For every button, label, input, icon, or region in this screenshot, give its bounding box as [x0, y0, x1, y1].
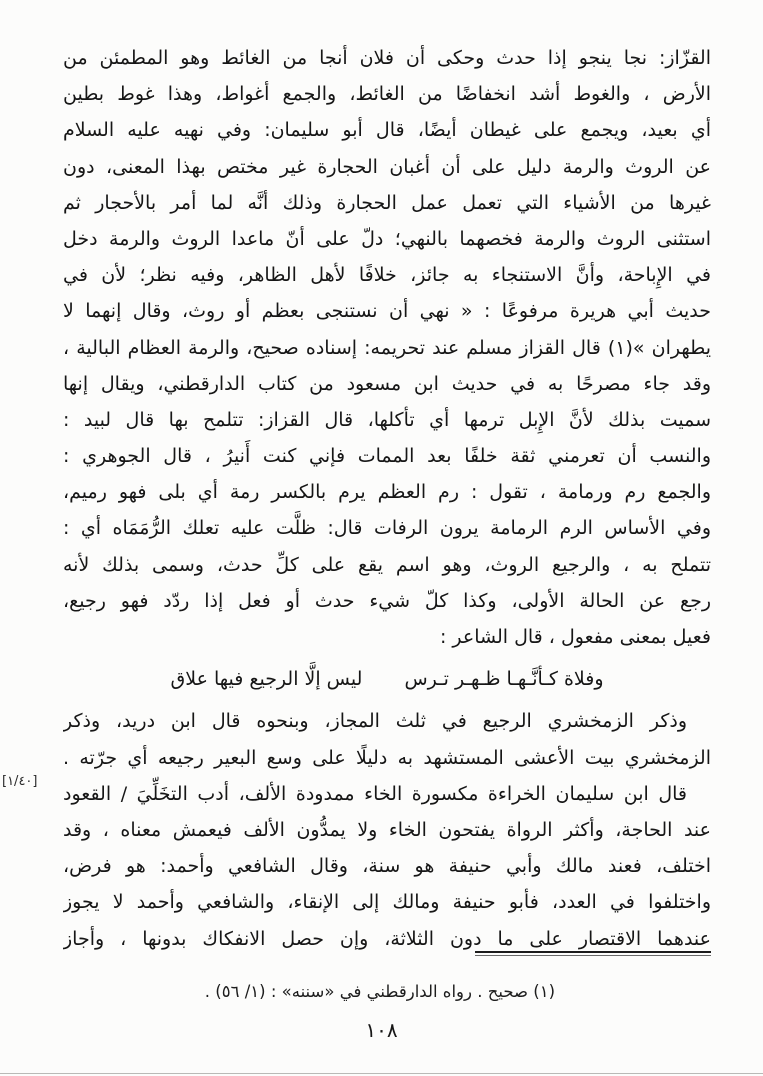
text-line-paragraph-start: قال ابن سليمان الخراءة مكسورة الخاء ممدودة الألف، أدب التخَلِّيَ / القعود: [63, 782, 687, 805]
text-line: وفي الأساس الرم الرمامة يرون الرفات قال: ظلَّت عليه تعلك الرُّمَمَاه أي :: [63, 517, 711, 540]
text-line: عند الحاجة، وأكثر الرواة يفتحون الخاء ولا يمدُّون الألف فيعمش معناه ، وقد: [63, 818, 711, 841]
text-line: غيرها من الأشياء التي تعمل عمل الحجارة وذلك أنَّه لما أمر بالأحجار ثم: [63, 191, 711, 214]
text-line: اختلف، فعند مالك وأبي حنيفة هو سنة، وقال الشافعي وأحمد: هو فرض،: [63, 855, 711, 878]
text-line-with-footnote-ref: يطهران »(١) قال القزاز مسلم عند تحريمه: إسناده صحيح، والرمة العظام البالية ،: [63, 336, 711, 359]
text-line: حديث أبي هريرة مرفوعًا : « نهي أن نستنجى بعظم أو روث، وقال إنهما لا: [63, 300, 711, 323]
text-line-paragraph-end: فعيل بمعنى مفعول ، قال الشاعر :: [439, 626, 711, 648]
footnote-text: (١) صحيح . رواه الدارقطني في «سننه» : (١/ ٥٦) .: [204, 982, 555, 1001]
text-line: والجمع رم ورمامة ، تقول : رم العظم يرم بالكسر رمة أي بلى فهو رميم،: [63, 481, 711, 504]
text-line: وقد جاء مصرحًا به في حديث ابن مسعود من كتاب الدارقطني، ويقال إنها: [63, 372, 711, 395]
body-text: [63, 40, 711, 957]
text-line: القزّاز: نجا ينجو إذا حدث وحكى أن فلان أنجا من الغائط وهو المطمئن من: [63, 47, 711, 69]
footnote-separator-rule: [475, 951, 711, 956]
text-line: سميت بذلك لأنَّ الإِبل ترمها أي تأكلها، قال القزاز: تتلمح بها قال لبيد :: [63, 408, 711, 431]
text-line: في الإِباحة، وأنَّ الاستنجاء به جائز، خلافًا لأهل الظاهر، وفيه نظر؛ لأن في: [63, 264, 711, 287]
text-line: الأرض ، والغوط أشد انخفاضًا من الغائط، والجمع أغواط، وهذا غوط بطين: [63, 83, 711, 106]
text-line-paragraph-start: وذكر الزمخشري الرجيع في ثلث المجاز، وبنحوه قال ابن دريد، وذكر: [63, 710, 687, 733]
verse-hemistich-left: ليس إلَّا الرجيع فيها علاق: [170, 668, 363, 691]
text-line: واختلفوا في العدد، فأبو حنيفة ومالك إلى الإنقاء، والشافعي وأحمد لا يجوز: [63, 891, 711, 914]
text-line: تتملح به ، والرجيع الروث، وهو اسم يقع على كلِّ حدث، وسمى بذلك لأنه: [63, 553, 711, 576]
poetry-verse: [63, 661, 711, 697]
text-line: استثنى الروث والرمة فخصهما بالنهي؛ دلّ على أنّ ماعدا الروث والرمة دخل: [63, 227, 711, 250]
margin-folio-note: [١/٤٠]: [2, 774, 38, 789]
text-line: الزمخشري بيت الأعشى المستشهد به دليلًا على وسع البعير رجيعه أي جرّته .: [63, 746, 711, 769]
scan-edge-artifact: [0, 1073, 763, 1074]
text-line: أي بعيد، ويجمع على غيطان أيضًا، قال أبو سليمان: وفي نهيه عليه السلام: [63, 119, 711, 142]
text-line: عندهما الاقتصار على ما دون الثلاثة، وإن حصل الانفكاك بدونها ، وأجاز: [63, 927, 711, 950]
text-line: عن الروث والرمة دليل على أن أغبان الحجارة غير مختص بهذا المعنى، دون: [63, 155, 711, 178]
text-line: والنسب أن تعرمني ثقة خلفًا بعد الممات فإني كنت أَنيرُ ، قال الجوهري :: [63, 445, 711, 468]
text-line: رجع عن الحالة الأولى، وكذا كلّ شيء حدث أو فعل إذا ردّد فهو رجيع،: [63, 589, 711, 612]
page-number: ١٠٨: [365, 1018, 398, 1042]
verse-hemistich-right: وفلاة كـأنَّـهـا ظـهـر تـرس: [404, 668, 604, 691]
